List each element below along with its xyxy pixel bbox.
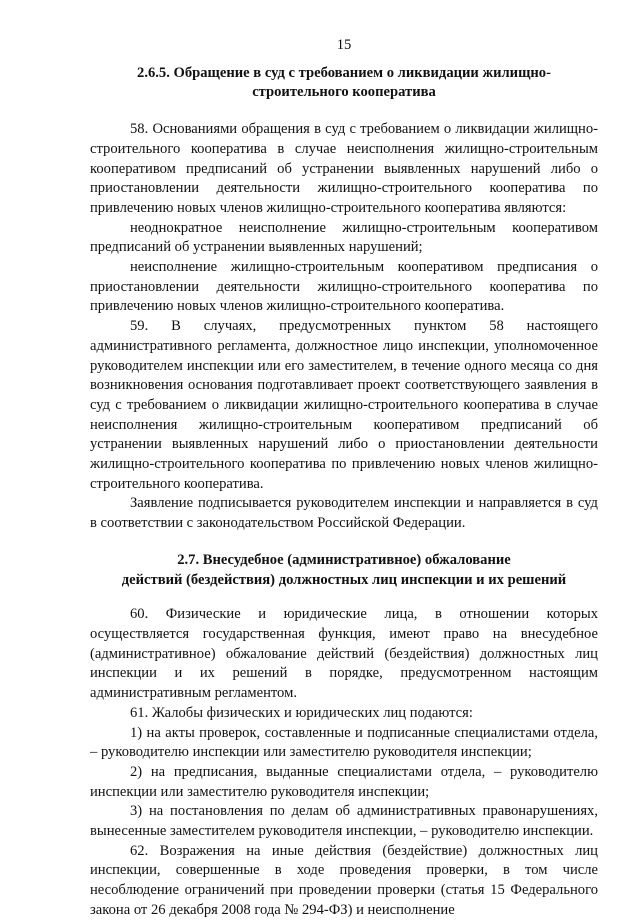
paragraph-61-item-1: 1) на акты проверок, составленные и подписанные специалистами отдела, – руководителю инспекции или заместителю руководителя инспекции; [90, 724, 598, 761]
paragraph-59-signing: Заявление подписывается руководителем инспекции и направляется в суд в соответствии с законодательством Российской Федерации. [90, 495, 598, 532]
section-heading-line: 2.7. Внесудебное (административное) обжалование [177, 551, 511, 568]
section-heading-appeal [90, 551, 598, 590]
paragraph-58-item-2: неисполнение жилищно-строительным кооперативом предписания о приостановлении деятельности жилищно-строительного кооператива по привлечению новых членов жилищно-строительного кооператива. [90, 259, 598, 315]
paragraph-61: 61. Жалобы физических и юридических лиц подаются: [130, 704, 473, 721]
paragraph-60: 60. Физические и юридические лица, в отношении которых осуществляется государственная функция, имеют право на внесудебное (административное) обжалование действий (бездействия) должностных лиц инспекции и их решений в порядке, предусмотренном настоящим административным регламентом. [90, 606, 598, 702]
paragraph-61-item-2: 2) на предписания, выданные специалистами отдела, – руководителю инспекции или заместителю руководителя инспекции; [90, 763, 598, 800]
paragraph-62: 62. Возражения на иные действия (бездействие) должностных лиц инспекции, совершенные в ходе проведения проверки, в том числе несоблюдение ограничений при проведении проверки (статья 15 Федерального закона от 26 декабря 2008 года № 294-ФЗ) и неисполнение [90, 842, 598, 918]
page-number: 15 [336, 37, 352, 53]
paragraph-58: 58. Основаниями обращения в суд с требованием о ликвидации жилищно-строительного кооператива в случае неисполнения жилищно-строительным кооперативом предписаний об устранении выявленных нарушений либо о приостановлении деятельности жилищно-строительного кооператива по привлечению новых членов жилищно-строительного кооператива являются: [90, 121, 598, 216]
section-heading-line: действий (бездействия) должностных лиц инспекции и их решений [121, 571, 567, 588]
document-page [90, 36, 598, 921]
paragraph-59: 59. В случаях, предусмотренных пунктом 58 настоящего административного регламента, должностное лицо инспекции, уполномоченное руководителем инспекции или его заместителем, в течение одного месяца со дня возникновения основания подготавливает проект соответствующего заявления в суд с требованием о ликвидации жилищно-строительного кооператива в случае неисполнения жилищно-строительным кооперативом предписаний об устранении выявленных нарушений либо о приостановлении деятельности жилищно-строительного кооператива по привлечению новых членов жилищно-строительного кооператива. [90, 318, 598, 492]
section-heading-line: 2.6.5. Обращение в суд с требованием о ликвидации жилищно- [137, 64, 551, 81]
section-body-appeal [90, 605, 598, 920]
paragraph-58-item-1: неоднократное неисполнение жилищно-строительным кооперативом предписаний об устранении выявленных нарушений; [90, 219, 598, 256]
section-heading-line: строительного кооператива [252, 84, 436, 101]
section-body-liquidation [90, 120, 598, 534]
section-heading-liquidation [90, 64, 598, 103]
paragraph-61-item-3: 3) на постановления по делам об административных правонарушениях, вынесенные заместителем руководителя инспекции, – руководителю инспекции. [90, 803, 598, 840]
